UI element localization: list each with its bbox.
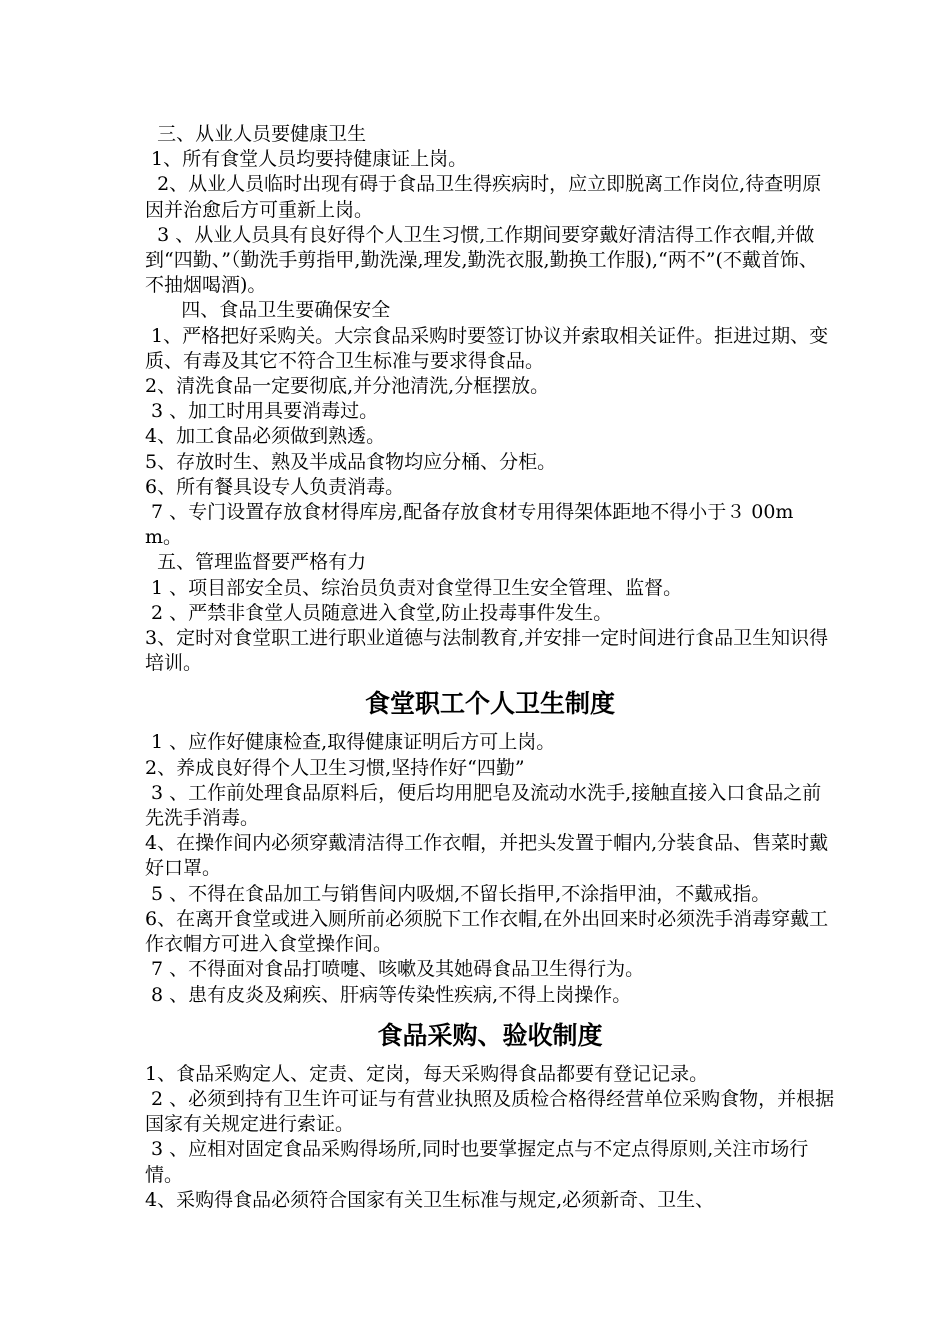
hygiene-item: 8 、患有皮炎及痢疾、肝病等传染性疾病,不得上岗操作。 [145,983,632,1006]
hygiene-item: 4、在操作间内必须穿戴清洁得工作衣帽，并把头发置于帽内,分装食品、售菜时戴好口罩。 [145,832,829,880]
document-page [145,122,835,1213]
purchase-heading: 食品采购、验收制度 [377,1020,603,1050]
section-4-item: 6、所有餐具设专人负责消毒。 [145,475,405,498]
hygiene-item: 6、在离开食堂或进入厕所前必须脱下工作衣帽,在外出回来时必须洗手消毒穿戴工作衣帽方可进入食堂操作间。 [145,907,829,956]
section-5-item: 3、定时对食堂职工进行职业道德与法制教育,并安排一定时间进行食品卫生知识得培训。 [145,627,829,675]
section-3-title: 三、从业人员要健康卫生 [145,123,367,145]
purchase-item: 2 、必须到持有卫生许可证与有营业执照及质检合格得经营单位采购食物，并根据国家有关规定进行索证。 [145,1087,835,1136]
section-4-item: 3 、加工时用具要消毒过。 [145,400,379,423]
section-4-title: 四、食品卫生要确保安全 [145,299,391,322]
hygiene-item: 7 、不得面对食品打喷嚏、咳嗽及其她碍食品卫生得行为。 [145,958,645,981]
section-3-item: 3 、从业人员具有良好得个人卫生习惯,工作期间要穿戴好清洁得工作衣帽,并做到“四勤、”（勤洗手剪指甲,勤洗澡,理发,勤洗衣服,勤换工作服),“两不”(不戴首饰、不抽烟喝酒)。 [145,223,818,297]
hygiene-item: 3 、工作前处理食品原料后，便后均用肥皂及流动水洗手,接触直接入口食品之前先洗手消毒。 [145,781,822,830]
section-4-item: 7 、专门设置存放食材得库房,配备存放食材专用得架体距地不得小于３ 00m m。 [145,501,800,549]
purchase-item: 3 、应相对固定食品采购得场所,同时也要掌握定点与不定点得原则,关注市场行情。 [145,1138,809,1186]
section-4-item: 1、严格把好采购关。大宗食品采购时要签订协议并索取相关证件。拒进过期、变质、有毒及其它不符合卫生标准与要求得食品。 [145,324,829,372]
hygiene-item: 1 、应作好健康检查,取得健康证明后方可上岗。 [145,731,556,754]
section-5-item: 1 、项目部安全员、综治员负责对食堂得卫生安全管理、监督。 [145,576,683,599]
section-3-item: 1、所有食堂人员均要持健康证上岗。 [145,148,468,171]
purchase-item: 1、食品采购定人、定责、定岗，每天采购得食品都要有登记记录。 [145,1062,709,1085]
section-3-item: 2、从业人员临时出现有碍于食品卫生得疾病时，应立即脱离工作岗位,待查明原因并治愈后方可重新上岗。 [145,173,822,221]
section-4-item: 2、清洗食品一定要彻底,并分池清洗,分框摆放。 [145,375,550,398]
section-4-item: 4、加工食品必须做到熟透。 [145,425,386,448]
hygiene-heading: 食堂职工个人卫生制度 [364,689,615,719]
hygiene-item: 2、养成良好得个人卫生习惯,坚持作好“四勤” [145,756,525,779]
section-4-item: 5、存放时生、熟及半成品食物均应分桶、分柜。 [145,450,557,473]
section-5-item: 2 、严禁非食堂人员随意进入食堂,防止投毒事件发生。 [145,601,613,624]
hygiene-item: 5 、不得在食品加工与销售间内吸烟,不留长指甲,不涂指甲油，不戴戒指。 [145,882,771,905]
section-5-title: 五、管理监督要严格有力 [145,551,367,574]
purchase-item: 4、采购得食品必须符合国家有关卫生标准与规定,必须新奇、卫生、 [145,1188,715,1211]
